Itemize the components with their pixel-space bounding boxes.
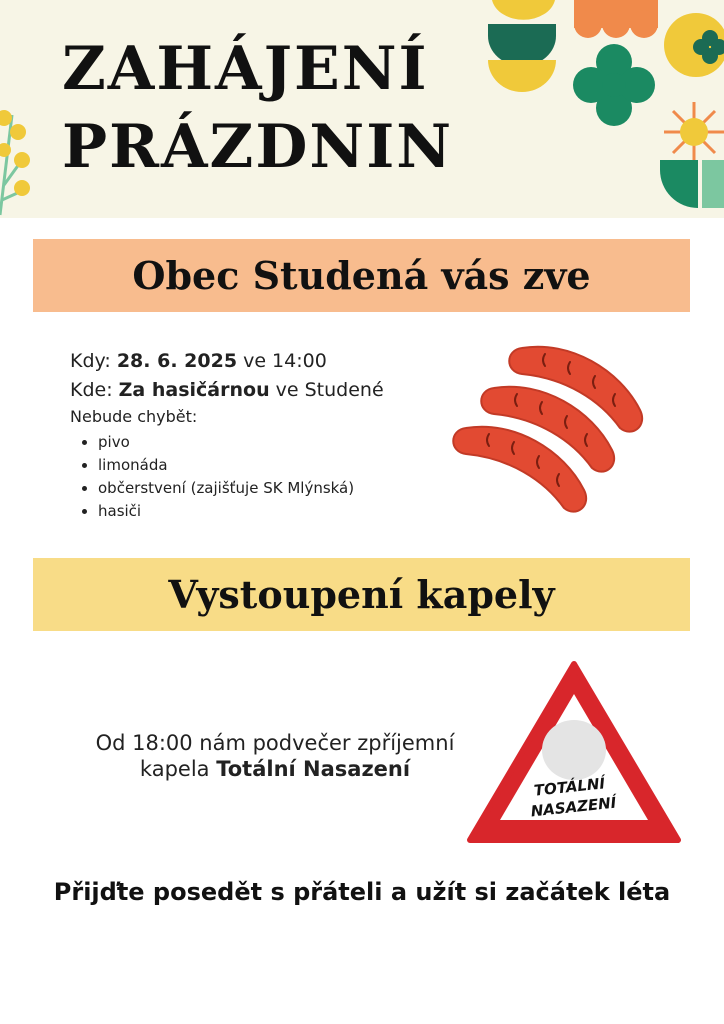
when-label: Kdy: — [70, 350, 117, 372]
when-line — [70, 347, 450, 376]
sausages-icon — [450, 330, 660, 535]
band-text-line-2 — [60, 756, 490, 782]
list-item: • limonáda — [98, 454, 450, 477]
band-banner: Vystoupení kapely — [33, 558, 690, 631]
where-suffix: ve Studené — [269, 379, 384, 401]
band-logo-line-2: NASAZENÍ — [529, 793, 618, 821]
list-item: • hasiči — [98, 500, 450, 523]
where-line — [70, 376, 450, 405]
when-time: ve 14:00 — [237, 350, 327, 372]
band-logo-line-1: TOTÁLNÍ — [533, 774, 606, 800]
missing-label: Nebude chybět: — [70, 407, 198, 426]
page-title — [62, 30, 453, 186]
left-sprig-decoration — [0, 110, 30, 215]
missing-list — [70, 431, 450, 523]
band-text-line-1: Od 18:00 nám podvečer zpříjemní — [95, 731, 455, 755]
title-line-1: ZAHÁJENÍ — [62, 34, 429, 104]
list-item: • pivo — [98, 431, 450, 454]
band-text-prefix: kapela — [139, 757, 217, 781]
invite-banner: Obec Studená vás zve — [33, 239, 690, 312]
event-details — [70, 347, 450, 523]
list-item: • občerstvení (zajišťuje SK Mlýnská) — [98, 477, 450, 500]
warning-sign-icon — [466, 660, 682, 846]
footer-text: Přijďte posedět s přáteli a užít si začátek léta — [53, 878, 671, 906]
band-name: Totální Nasazení — [216, 757, 411, 781]
where-place: Za hasičárnou — [118, 379, 270, 401]
header — [0, 0, 724, 218]
where-label: Kde: — [70, 379, 119, 401]
title-line-2: PRÁZDNIN — [62, 112, 454, 182]
band-description — [60, 730, 490, 782]
when-date: 28. 6. 2025 — [116, 350, 238, 372]
